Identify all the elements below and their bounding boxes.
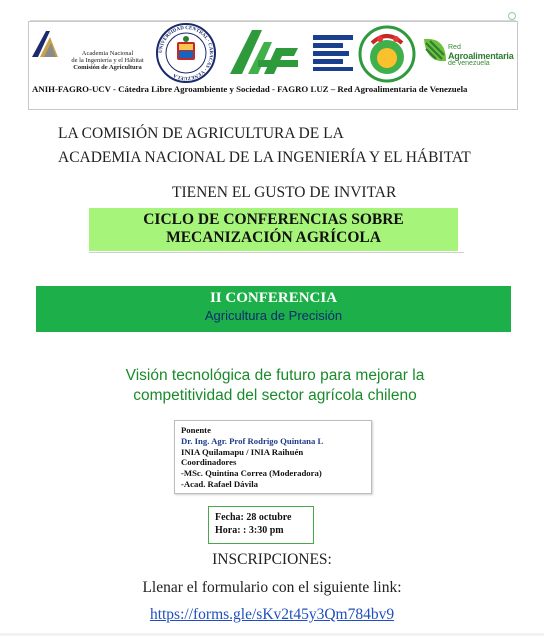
anih-line-3: Comisión de Agricultura xyxy=(73,64,142,71)
red-line-1: Red xyxy=(448,44,461,51)
event-date: Fecha: 28 octubre xyxy=(215,512,292,523)
ciclo-line-1: CICLO DE CONFERENCIAS SOBRE xyxy=(143,211,404,228)
red-line-2: Agroalimentaria xyxy=(448,51,514,61)
fagro-luz-logo-icon xyxy=(358,25,416,83)
coordinator-1: -MSc. Quintina Correa (Moderadora) xyxy=(181,468,322,479)
conference-subtitle: Agricultura de Precisión xyxy=(204,308,343,323)
fagro-a-logo-icon xyxy=(228,28,300,76)
e-logo-icon xyxy=(311,33,355,73)
event-hour: Hora: : 3:30 pm xyxy=(215,525,284,536)
ciclo-underline xyxy=(89,252,464,253)
comision-line-2: ACADEMIA NACIONAL DE LA INGENIERÍA Y EL HÁBITAT xyxy=(58,149,471,166)
organizers-line: ANIH-FAGRO-UCV - Cátedra Libre Agroambiente y Sociedad - FAGRO LUZ – Red Agroalimentaria de Venezuela xyxy=(32,84,468,94)
top-divider xyxy=(30,12,516,21)
speaker-box xyxy=(174,420,372,494)
ciclo-banner xyxy=(89,208,458,251)
red-agro-logo-text xyxy=(448,44,518,68)
talk-title-line-2: competitividad del sector agrícola chileno xyxy=(133,387,417,404)
red-line-3: de venezuela xyxy=(448,60,490,67)
speaker-name: Dr. Ing. Agr. Prof Rodrigo Quintana L xyxy=(181,435,324,446)
ucv-seal-icon xyxy=(155,22,217,84)
coordinators-label: Coordinadores xyxy=(181,457,237,468)
conference-banner xyxy=(36,286,511,332)
registration-link-row xyxy=(0,606,544,624)
registration-link[interactable]: https://forms.gle/sKv2t45y3Qm784bv9 xyxy=(149,606,395,623)
red-agro-leaf-icon xyxy=(420,35,450,67)
anih-line-2: de la Ingeniería y el Hábitat xyxy=(71,57,144,64)
registration-instructions: Llenar el formulario con el siguiente link: xyxy=(142,579,402,596)
divider-end-mark xyxy=(508,12,516,20)
comision-heading xyxy=(58,122,518,170)
speaker-label: Ponente xyxy=(181,425,211,435)
talk-title-line-1: Visión tecnológica de futuro para mejorar la xyxy=(125,367,425,384)
anih-line-1: Academia Nacional xyxy=(81,50,134,57)
anih-logo-text xyxy=(60,50,155,71)
ciclo-line-2: MECANIZACIÓN AGRÍCOLA xyxy=(166,229,381,246)
svg-text:UNIVERSIDAD CENTRAL · CARACAS: UNIVERSIDAD CENTRAL · CARACAS · VENEZUELA xyxy=(158,25,214,81)
comision-line-1: LA COMISIÓN DE AGRICULTURA DE LA xyxy=(58,125,344,142)
talk-title xyxy=(90,366,460,406)
anih-logo-icon xyxy=(30,27,60,59)
speaker-affiliation: INIA Quilamapu / INIA Raihuén xyxy=(181,446,304,457)
conference-title: II CONFERENCIA xyxy=(209,290,338,306)
invitation-text: TIENEN EL GUSTO DE INVITAR xyxy=(172,184,397,201)
coordinator-2: -Acad. Rafael Dávila xyxy=(181,478,258,489)
registration-heading: INSCRIPCIONES: xyxy=(212,551,332,568)
date-box xyxy=(208,506,314,544)
